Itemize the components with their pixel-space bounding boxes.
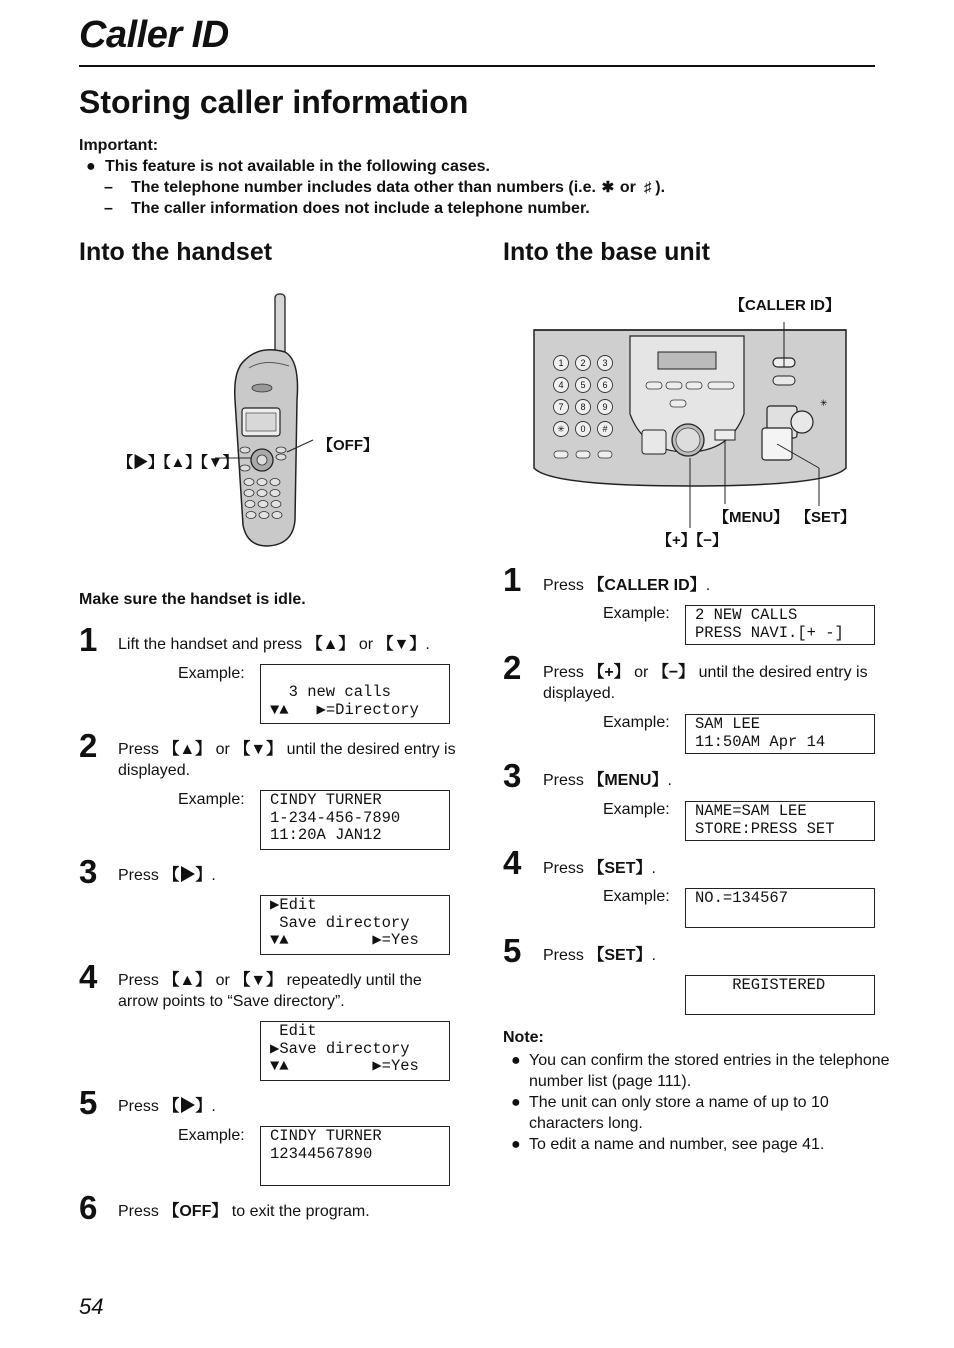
keypad-key-label: # xyxy=(602,424,608,434)
lcd-display: 3 new calls ▼▲ ▶=Directory xyxy=(260,664,450,724)
handset-step-2-text: Press 【▲】 or 【▼】 until the desired entry is displayed. xyxy=(118,741,456,779)
keypad-key-label: 6 xyxy=(602,380,608,390)
keypad-key-label: 8 xyxy=(580,402,586,412)
handset-step-number: 5 xyxy=(79,1084,98,1121)
important-dash-2: – The caller information does not include a telephone number. xyxy=(104,200,590,217)
handset-step-number: 6 xyxy=(79,1189,98,1226)
base-step-2-text: Press 【+】 or 【−】 until the desired entry is displayed. xyxy=(543,664,868,702)
base-step-number: 4 xyxy=(503,844,522,881)
svg-text:✳: ✳ xyxy=(820,398,828,408)
keypad-key-label: 7 xyxy=(558,402,564,412)
base-step-number: 2 xyxy=(503,649,522,686)
example-label: Example: xyxy=(603,605,670,622)
example-label: Example: xyxy=(603,714,670,731)
note-list xyxy=(511,1050,891,1155)
handset-idle-note: Make sure the handset is idle. xyxy=(79,591,306,608)
handset-step-5-text: Press 【▶】. xyxy=(118,1098,216,1115)
base-step-number: 5 xyxy=(503,932,522,969)
keypad-key-label: 0 xyxy=(580,424,586,434)
important-bullet: ● This feature is not available in the following cases. xyxy=(86,158,490,175)
keypad-key-label: ✳ xyxy=(557,424,565,434)
important-dash-1: – The telephone number includes data other than numbers (i.e. ✱ or ♯ ). xyxy=(104,179,666,196)
note-item: ● To edit a name and number, see page 41. xyxy=(511,1136,825,1153)
base-unit-heading: Into the base unit xyxy=(503,238,710,266)
lcd-display: NAME=SAM LEE STORE:PRESS SET xyxy=(685,801,875,841)
base-step-3-text: Press 【MENU】. xyxy=(543,772,672,789)
keypad-key-label: 2 xyxy=(580,358,586,368)
section-title: Storing caller information xyxy=(79,84,469,120)
bullet-icon: ● xyxy=(86,158,96,175)
note-item: ● You can confirm the stored entries in the telephone number list (page 111). xyxy=(511,1052,890,1090)
keypad-key-label: 1 xyxy=(558,358,564,368)
base-step-5-text: Press 【SET】. xyxy=(543,947,656,964)
lcd-display: REGISTERED xyxy=(685,975,875,1015)
keypad-key-label: 4 xyxy=(558,380,564,390)
handset-heading: Into the handset xyxy=(79,238,273,266)
base-step-1-text: Press 【CALLER ID】. xyxy=(543,577,711,594)
lcd-display: NO.=134567 xyxy=(685,888,875,928)
lcd-display: Edit ▶Save directory ▼▲ ▶=Yes xyxy=(260,1021,450,1081)
example-label: Example: xyxy=(178,791,245,808)
base-step-number: 3 xyxy=(503,757,522,794)
note-label: Note: xyxy=(503,1029,544,1046)
plus-minus-key-label: 【+】【−】 xyxy=(657,532,728,549)
keypad-key-label: 9 xyxy=(602,402,608,412)
lcd-display: CINDY TURNER 1-234-456-7890 11:20A JAN12 xyxy=(260,790,450,850)
handset-step-1-text: Lift the handset and press 【▲】 or 【▼】. xyxy=(118,636,430,653)
handset-step-number: 2 xyxy=(79,727,98,764)
note-item: ● The unit can only store a name of up to 10 characters long. xyxy=(511,1094,829,1132)
keypad-key-label: 3 xyxy=(602,358,608,368)
example-label: Example: xyxy=(603,801,670,818)
lcd-display: ▶Edit Save directory ▼▲ ▶=Yes xyxy=(260,895,450,955)
hash-key-icon: ♯ xyxy=(644,179,652,196)
menu-key-label: 【MENU】 xyxy=(714,509,789,526)
chapter-title: Caller ID xyxy=(79,14,229,56)
important-label: Important: xyxy=(79,137,159,154)
example-label: Example: xyxy=(603,888,670,905)
header-divider xyxy=(79,65,875,67)
bullet-icon: ● xyxy=(511,1052,521,1069)
handset-step-6-text: Press 【OFF】 to exit the program. xyxy=(118,1203,370,1220)
caller-id-key-label: 【CALLER ID】 xyxy=(730,297,840,314)
handset-step-number: 1 xyxy=(79,621,98,658)
example-label: Example: xyxy=(178,665,245,682)
star-key-icon: ✱ xyxy=(601,179,615,196)
handset-step-4-text: Press 【▲】 or 【▼】 repeatedly until the arrow points to “Save directory”. xyxy=(118,972,422,1010)
handset-step-number: 4 xyxy=(79,958,98,995)
handset-step-3-text: Press 【▶】. xyxy=(118,867,216,884)
example-label: Example: xyxy=(178,1127,245,1144)
handset-step-number: 3 xyxy=(79,853,98,890)
bullet-icon: ● xyxy=(511,1094,521,1111)
bullet-icon: ● xyxy=(511,1136,521,1153)
lcd-display: 2 NEW CALLS PRESS NAVI.[+ -] xyxy=(685,605,875,645)
keypad-key-label: 5 xyxy=(580,380,586,390)
handset-off-key-label: 【OFF】 xyxy=(318,437,378,454)
base-step-number: 1 xyxy=(503,561,522,598)
set-key-label: 【SET】 xyxy=(796,509,856,526)
base-unit-illustration xyxy=(530,318,850,528)
base-step-4-text: Press 【SET】. xyxy=(543,860,656,877)
page-number: 54 xyxy=(79,1294,104,1319)
lcd-display: SAM LEE 11:50AM Apr 14 xyxy=(685,714,875,754)
handset-illustration xyxy=(205,290,315,550)
handset-nav-keys-label: 【▶】【▲】【▼】 xyxy=(118,454,238,471)
important-block xyxy=(79,135,665,219)
lcd-display: CINDY TURNER 12344567890 xyxy=(260,1126,450,1186)
